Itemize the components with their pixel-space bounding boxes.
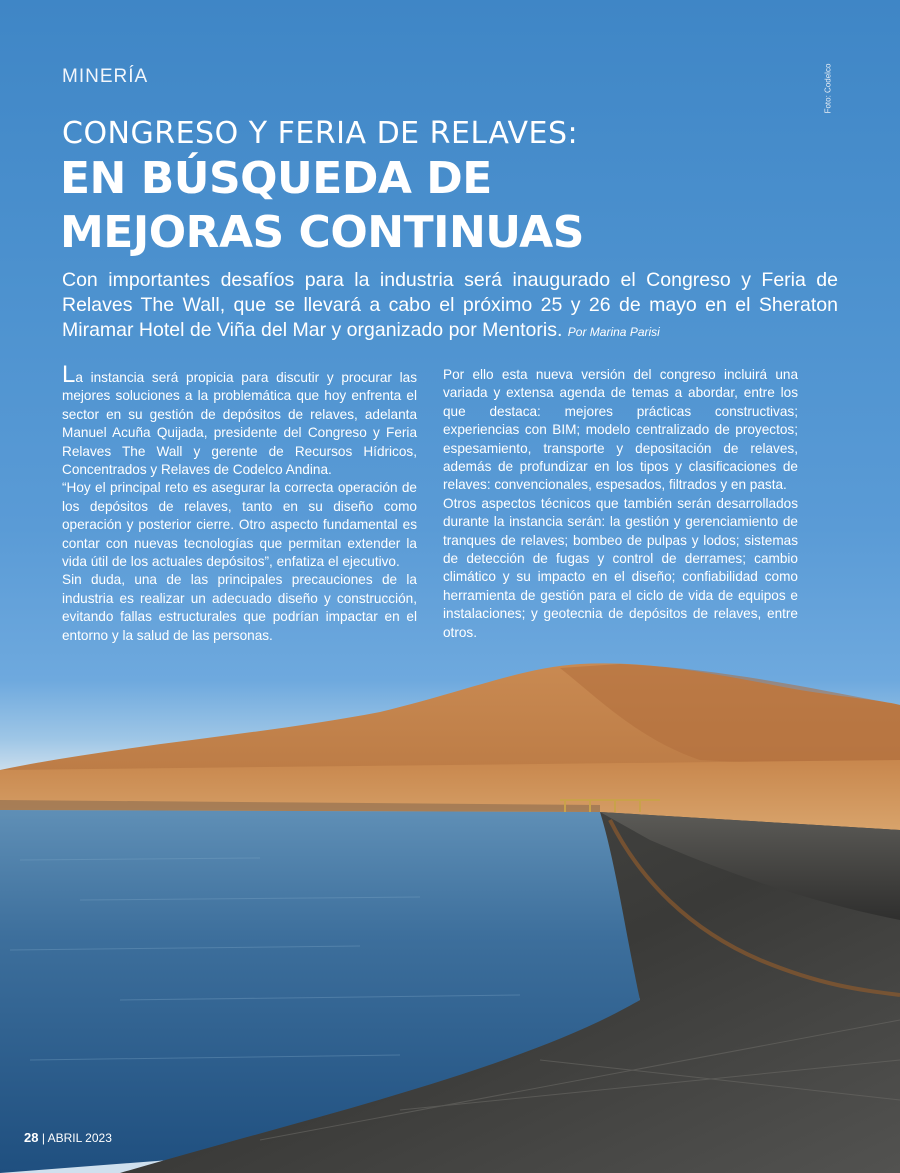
body-column-right (443, 366, 798, 642)
body-paragraph: “Hoy el principal reto es asegurar la correcta operación de los depósitos de relaves, tanto en su diseño como operación y posterior cierre. Otro aspecto fundamental es contar con nuevas tecnologías que permitan extender la vida útil de los actuales depósitos”, enfatiza el ejecutivo. (62, 480, 417, 570)
drop-cap: L (62, 361, 76, 388)
photo-credit (820, 63, 834, 114)
headline-kicker: CONGRESO Y FERIA DE RELAVES: (62, 116, 579, 151)
headline-line-1: EN BÚSQUEDA DE (60, 153, 492, 204)
issue-date: | ABRIL 2023 (41, 1131, 112, 1145)
byline: Por Marina Parisi (567, 325, 660, 339)
body-paragraph: Sin duda, una de las principales precauciones de la industria es realizar un adecuado diseño y construcción, evitando fallas estructurales que podrían impactar en el entorno y la salud de las personas. (62, 572, 417, 643)
body-paragraph: Por ello esta nueva versión del congreso incluirá una variada y extensa agenda de temas a abordar, entre los que destaca: mejores prácticas constructivas; experiencias con BIM; modelo centralizado de proyectos; espesamiento, transporte y depositación de relaves, además de profundizar en los tipos y clasificaciones de relaves: convencionales, espesados, filtrados y en pasta. (443, 367, 798, 493)
lead-text: Con importantes desafíos para la industria será inaugurado el Congreso y Feria de Relaves The Wall, que se llevará a cabo el próximo 25 y 26 de mayo en el Sheraton Miramar Hotel de Viña del Mar y organizado por Mentoris. (62, 269, 838, 341)
page-number: 28 (24, 1130, 39, 1145)
body-text: a instancia será propicia para discutir y procurar las mejores soluciones a la problemática que hoy enfrenta el sector en su gestión de depósitos de relaves, adelanta Manuel Acuña Quijada, presidente del Congreso y Feria Relaves The Wall y gerente de Recursos Hídricos, Concentrados y Relaves de Codelco Andina. (62, 370, 417, 478)
headline-line-2: MEJORAS CONTINUAS (60, 207, 584, 258)
photo-credit-text: Foto: Codelco (823, 63, 833, 114)
body-column-left (62, 361, 417, 645)
section-label: MINERÍA (62, 66, 149, 87)
body-paragraph (62, 361, 417, 479)
headline (60, 152, 584, 260)
lead-paragraph (62, 268, 838, 345)
body-paragraph: Otros aspectos técnicos que también serán desarrollados durante la instancia serán: la gestión y gerenciamiento de tranques de relaves; bombeo de pulpas y lodos; sistemas de detección de fugas y control de derrames; cambio climático y su impacto en el diseño; confiabilidad como herramienta de gestión para el ciclo de vida de equipos e instalaciones; y geotecnia de depósitos de relaves, entre otros. (443, 495, 798, 640)
page-footer (24, 1130, 112, 1145)
